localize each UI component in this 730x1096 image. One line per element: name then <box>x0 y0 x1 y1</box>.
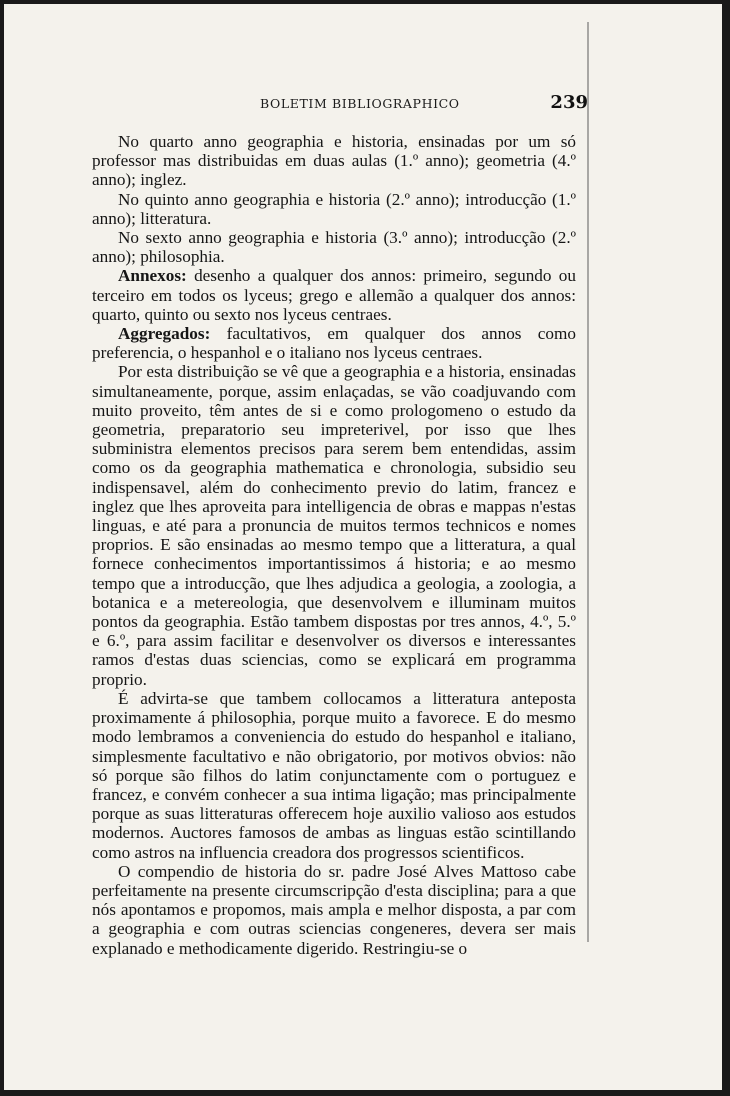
paragraph-text: O compendio de historia do sr. padre José Alves Mattoso cabe perfeitamente na presente circumscripção d'esta disciplina; para a que nós apontamos e propomos, mais ampla e melhor disposta, a par com a geographia e com outras sciencias congeneres, devera ser mais explanado e methodicamente digerido. Restringiu-se o <box>92 861 576 958</box>
paragraph <box>92 362 576 688</box>
page-edge-line <box>587 22 589 942</box>
paragraph-text: É advirta-se que tambem collocamos a litteratura anteposta proximamente á philosophia, porque muito a favorece. E do mesmo modo lembramos a conveniencia do estudo do hespanhol e italiano, simplesmente facultativo e não obrigatorio, por motivos obvios: não só porque são filhos do latim conjunctamente com o portuguez e francez, e convém conhecer a sua intima ligação; mas principalmente porque as suas litteraturas offerecem hoje auxilio valioso aos estudos modernos. Auctores famosos de ambas as linguas estão scintillando como astros na influencia creadora dos progressos scientificos. <box>92 688 576 862</box>
paragraph-text: facultativos, em qualquer dos annos como preferencia, o hespanhol e o italiano nos lyceus centraes. <box>92 324 576 363</box>
paragraph <box>92 132 576 190</box>
paragraph-text: No quarto anno geographia e historia, ensinadas por um só professor mas distribuidas em duas aulas (1.º anno); geometria (4.º anno); inglez. <box>92 132 576 190</box>
paragraph-text: No sexto anno geographia e historia (3.º anno); introducção (2.º anno); philosophia. <box>92 228 576 267</box>
paragraph-text: No quinto anno geographia e historia (2.º anno); introducção (1.º anno); litteratura. <box>92 189 576 228</box>
paragraph <box>92 266 576 324</box>
book-page <box>4 4 722 1090</box>
page-header <box>92 92 588 116</box>
running-title: BOLETIM BIBLIOGRAPHICO <box>260 96 460 111</box>
page-number: 239 <box>550 92 588 113</box>
paragraph-label: Annexos: <box>118 266 187 286</box>
paragraph-text: Por esta distribuição se vê que a geographia e a historia, ensinadas simultaneamente, porque, assim enlaçadas, se vão coadjuvando com muito proveito, têm antes de si e como prologomeno o estudo da geometria, preparatorio seu impreterivel, por isso que lhes subministra elementos precisos para serem bem entendidas, assim como os da geographia mathematica e chronologia, subsidio seu indispensavel, além do conhecimento previo do latim, francez e inglez que lhes aproveita para intelligencia de obras e mappas n'estas linguas, e até para a pronuncia de muitos termos technicos e nomes proprios. E são ensinadas ao mesmo tempo que a litteratura, a qual fornece conhecimentos importantissimos á historia; e ao mesmo tempo que a introducção, que lhes adjudica a geologia, a zoologia, a botanica e a metereologia, que desenvolvem e illuminam muitos pontos da geographia. Estão tambem dispostas por tres annos, 4.º, 5.º e 6.º, para assim facilitar e desenvolver os diversos e interessantes ramos d'estas duas sciencias, como se explicará em programma proprio. <box>92 362 576 689</box>
paragraph-label: Aggregados: <box>118 324 211 344</box>
paragraph <box>92 324 576 362</box>
paragraph <box>92 862 576 958</box>
paragraph <box>92 228 576 266</box>
paragraph <box>92 190 576 228</box>
paragraph <box>92 689 576 862</box>
body-text <box>92 132 576 958</box>
paragraph-text: desenho a qualquer dos annos: primeiro, segundo ou terceiro em todos os lyceus; grego e allemão a qualquer dos annos: quarto, quinto ou sexto nos lyceus centraes. <box>92 266 576 324</box>
